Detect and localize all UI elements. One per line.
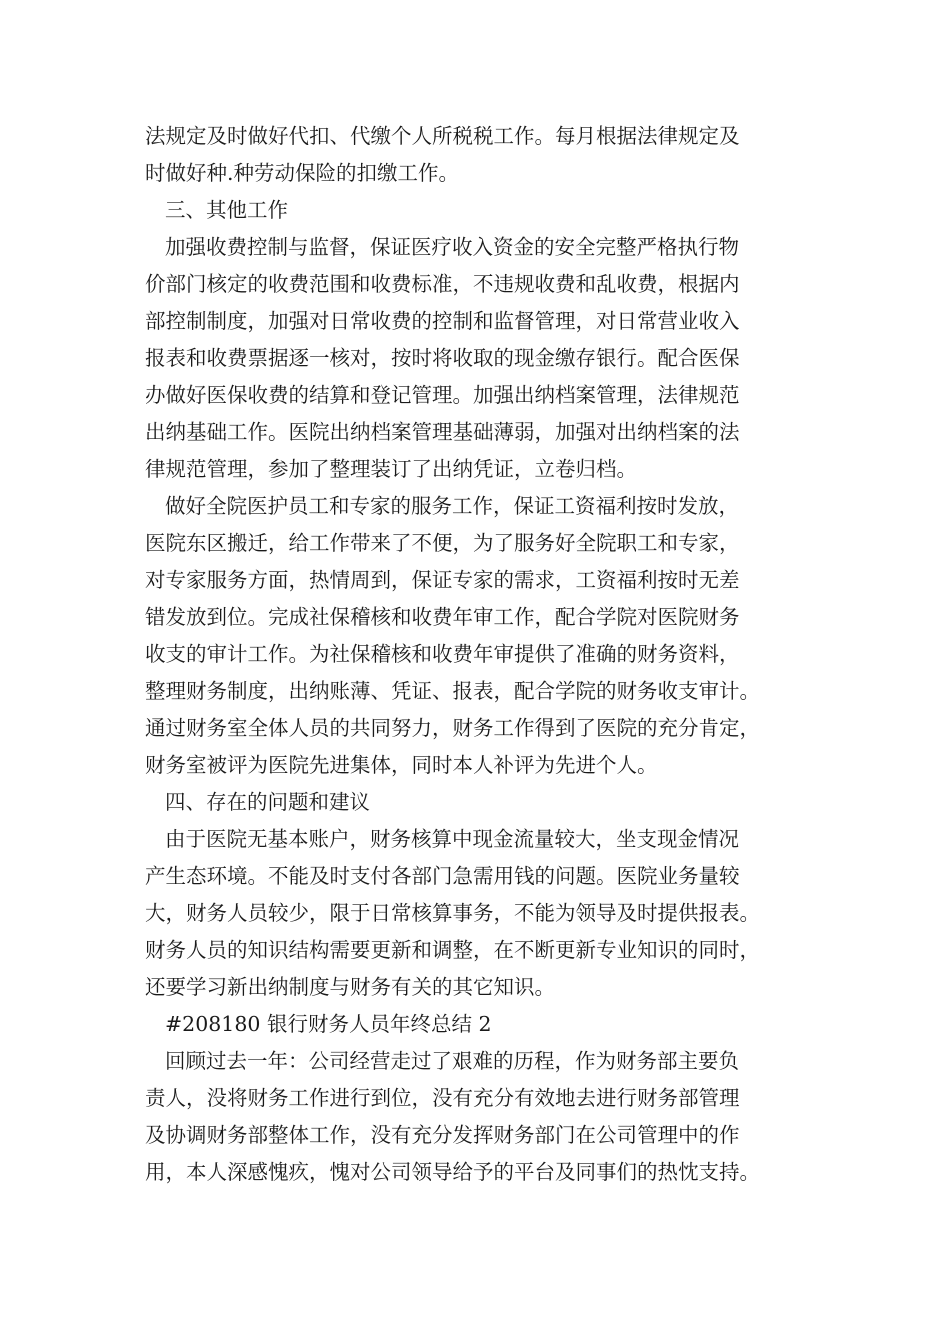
section-heading: 四、存在的问题和建议 bbox=[165, 790, 370, 814]
body-text-line: 部控制制度，加强对日常收费的控制和监督管理，对日常营业收入 bbox=[145, 309, 740, 333]
paragraph-first-line: 回顾过去一年：公司经营走过了艰难的历程，作为财务部主要负 bbox=[165, 1049, 739, 1073]
body-text-line: 及协调财务部整体工作，没有充分发挥财务部门在公司管理中的作 bbox=[145, 1123, 740, 1147]
body-text-line: 医院东区搬迁，给工作带来了不便，为了服务好全院职工和专家， bbox=[145, 531, 740, 555]
body-text-line: 价部门核定的收费范围和收费标准，不违规收费和乱收费，根据内 bbox=[145, 272, 740, 296]
body-text-line: 律规范管理，参加了整理装订了出纳凭证，立卷归档。 bbox=[145, 457, 637, 481]
body-text-line: 收支的审计工作。为社保稽核和收费年审提供了准确的财务资料， bbox=[145, 642, 740, 666]
body-text-line: 责人，没将财务工作进行到位，没有充分有效地去进行财务部管理 bbox=[145, 1086, 740, 1110]
paragraph-first-line: 做好全院医护员工和专家的服务工作，保证工资福利按时发放， bbox=[165, 494, 739, 518]
body-text-line: 出纳基础工作。医院出纳档案管理基础薄弱，加强对出纳档案的法 bbox=[145, 420, 740, 444]
section-heading: 三、其他工作 bbox=[165, 198, 288, 222]
body-text-line: 整理财务制度，出纳账薄、凭证、报表，配合学院的财务收支审计。 bbox=[145, 679, 760, 703]
body-text-line: 大，财务人员较少，限于日常核算事务，不能为领导及时提供报表。 bbox=[145, 901, 760, 925]
body-text-line: 错发放到位。完成社保稽核和收费年审工作，配合学院对医院财务 bbox=[145, 605, 740, 629]
body-text-line: 对专家服务方面，热情周到，保证专家的需求，工资福利按时无差 bbox=[145, 568, 740, 592]
body-text-line: 用，本人深感愧疚，愧对公司领导给予的平台及同事们的热忱支持。 bbox=[145, 1160, 760, 1184]
body-text-line: 时做好种.种劳动保险的扣缴工作。 bbox=[145, 161, 460, 185]
body-text-line: 还要学习新出纳制度与财务有关的其它知识。 bbox=[145, 975, 555, 999]
body-text-line: 报表和收费票据逐一核对，按时将收取的现金缴存银行。配合医保 bbox=[145, 346, 740, 370]
body-text-line: 财务人员的知识结构需要更新和调整，在不断更新专业知识的同时， bbox=[145, 938, 760, 962]
paragraph-first-line: 由于医院无基本账户，财务核算中现金流量较大，坐支现金情况 bbox=[165, 827, 739, 851]
body-text-line: 财务室被评为医院先进集体，同时本人补评为先进个人。 bbox=[145, 753, 658, 777]
document-body bbox=[145, 118, 825, 1191]
body-text-line: 产生态环境。不能及时支付各部门急需用钱的问题。医院业务量较 bbox=[145, 864, 740, 888]
body-text-line: 法规定及时做好代扣、代缴个人所税税工作。每月根据法律规定及 bbox=[145, 124, 740, 148]
body-text-line: 办做好医保收费的结算和登记管理。加强出纳档案管理，法律规范 bbox=[145, 383, 740, 407]
paragraph-first-line: 加强收费控制与监督，保证医疗收入资金的安全完整严格执行物 bbox=[165, 235, 739, 259]
body-text-line: 通过财务室全体人员的共同努力，财务工作得到了医院的充分肯定， bbox=[145, 716, 760, 740]
article-title: #208180 银行财务人员年终总结 2 bbox=[165, 1012, 492, 1036]
